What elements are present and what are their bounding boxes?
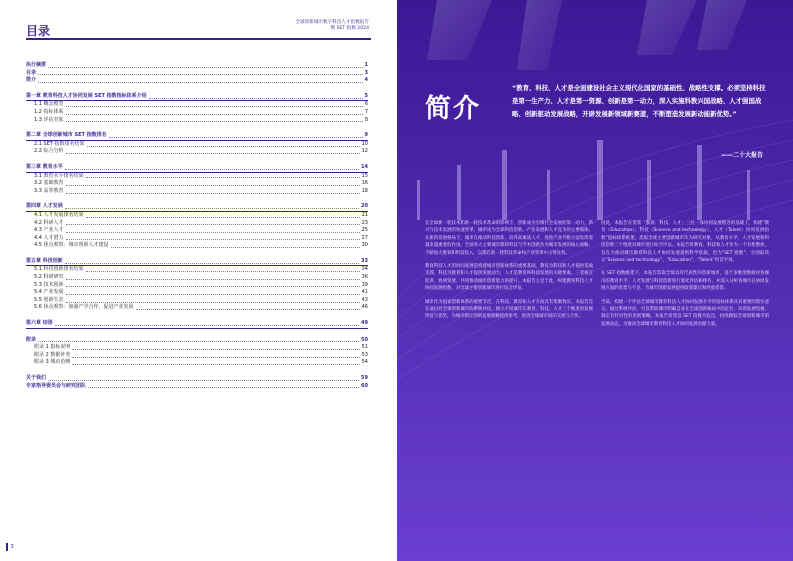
toc-subentry[interactable] — [26, 212, 368, 220]
paragraph: 当前，构建一个评估全球城市教育科技人才协同发展水平的指标体系具有重要的现实意义。通过系统评估，可以帮助城市明确自身在全球创新格局中的定位，识别发展短板，制定有针对性的发展策略。本报告希望以 SET 指数为起点，持续跟踪全球创新城市的发展动态，为推动全球城市教育科技人才协同发展贡献力量。 — [601, 299, 769, 327]
toc-entry-label: 5.2 科研研究 — [34, 274, 64, 281]
toc-entry-label: 第二章 全球创新城市 SET 指数排名 — [26, 132, 107, 139]
toc-leader-dots — [38, 74, 363, 75]
toc-entry-page: 12 — [361, 148, 368, 155]
intro-column-1 — [425, 220, 593, 327]
toc-entry-label: 1.3 评估对象 — [34, 116, 64, 123]
paragraph: 因此，本报告在借鉴「教育、科技、人才」三位一体协同发展理念的基础上，构建“教育（Education）、科技（Science and technology）、人才（Talent）协同发展指数”指标体系框架，选取全球主要创新城市作为研究对象，从教育水平、人才发展和科技创新三个维度对城市进行综合评估。本报告将教育、科技和人才作为一个有机整体，旨在为推动城市教育科技人才协同发展提供科学依据，也为“SET 指数”，分别取英文“Science and technology”、“Education”、“Talent”的首字母。 — [601, 221, 769, 264]
toc-entry-page: 41 — [361, 289, 368, 296]
toc-leader-dots — [66, 302, 360, 303]
toc-entry-page: 54 — [361, 359, 368, 366]
toc-entry-page: 23 — [361, 219, 368, 226]
toc-entry-page: 59 — [361, 375, 368, 381]
page-number-text: 3 — [10, 544, 14, 550]
paragraph: 在 SET 指数框架下，本报告选取全球具有代表性的创新城市，基于多维度数据对各城市的教育水平、人才发展与科技创新进行量化评估和排名，并深入分析各城市在协同发展方面的优势与不足，为城市创新发展提供政策建议和经验借鉴。 — [601, 271, 769, 292]
toc-leader-dots — [55, 325, 359, 326]
toc-title: 目录 — [26, 24, 51, 38]
page-number — [6, 543, 14, 551]
toc-entry-page: 36 — [361, 274, 368, 281]
toc-chapter[interactable] — [26, 320, 368, 329]
toc-subentry[interactable] — [26, 220, 368, 228]
toc-spacer — [26, 329, 368, 337]
toc-entry-label: 3.2 基础教育 — [34, 180, 64, 187]
toc-spacer — [26, 195, 368, 203]
toc-entry-label: 附录 3 城市范畴 — [34, 359, 71, 366]
toc-leader-dots — [66, 294, 360, 295]
toc-leader-dots — [87, 146, 360, 147]
header-divider — [26, 38, 371, 40]
toc-entry-label: 5.3 技术创新 — [34, 281, 64, 288]
toc-entry-page: 49 — [361, 320, 368, 327]
toc-chapter[interactable] — [26, 203, 368, 212]
toc-entry[interactable] — [26, 337, 368, 345]
toc-entry-label: 执行摘要 — [26, 62, 47, 68]
toc-leader-dots — [48, 67, 363, 68]
toc-entry-page: 27 — [361, 234, 368, 241]
toc-entry[interactable] — [26, 375, 368, 383]
toc-leader-dots — [136, 309, 360, 310]
intro-quote: “教育、科技、人才是全面建设社会主义现代化国家的基础性、战略性支撑。必须坚持科技是第一生产力、人才是第一资源、创新是第一动力，深入实施科教兴国战略、人才强国战略、创新驱动发展战略，开辟发展新领域新赛道，不断塑造发展新动能新优势。” — [512, 84, 766, 118]
toc-subentry[interactable] — [26, 289, 368, 297]
toc-entry-label: 5.6 焦点观察：加强产学合作，促进产业发展 — [34, 304, 134, 311]
toc-entry-label: 2.2 综合分析 — [34, 148, 64, 155]
toc-leader-dots — [66, 239, 360, 240]
toc-spacer — [26, 250, 368, 258]
toc-entry-label: 关于我们 — [26, 375, 47, 381]
toc-subentry[interactable] — [26, 266, 368, 274]
toc-entry[interactable] — [26, 70, 368, 78]
toc-entry-label: 附录 1 指标说明 — [34, 344, 71, 351]
toc-entry-page: 15 — [361, 172, 368, 179]
toc-entry-label: 第三章 教育水平 — [26, 163, 63, 170]
toc-leader-dots — [111, 247, 360, 248]
toc-leader-dots — [65, 208, 359, 209]
toc-leader-dots — [38, 82, 363, 83]
toc-entry-label: 4.5 焦点观察：城市创新人才建设 — [34, 242, 109, 249]
toc-entry[interactable] — [26, 383, 368, 391]
toc-chapter[interactable] — [26, 93, 368, 102]
toc-entry-page: 60 — [361, 382, 368, 389]
toc-entry-label: 5.5 创新生态 — [34, 296, 64, 303]
page-number-bar — [6, 543, 8, 551]
toc-entry[interactable] — [26, 77, 368, 85]
toc-entry-label: 4.1 人才发展排名结果 — [34, 211, 84, 218]
toc-entry-label: 3.3 高等教育 — [34, 187, 64, 194]
toc-leader-dots — [66, 153, 360, 154]
toc-entry-page: 20 — [361, 203, 368, 210]
toc-leader-dots — [86, 177, 360, 178]
toc-subentry[interactable] — [26, 117, 368, 125]
paragraph: 在全球新一轮技术和新一轮技术革命的影响下，创新成为引领社会发展的第一动力，新兴与技术发展的快速变革，城市成为全球科技创新、产业发展和人才竞争的主要载体。在新的发展格局下，城市在推动科技创新、培养高素质人才、促进产业升级方面发挥着越来越重要的作用。全球各大主要城市都将科技与学术创新作为城市发展的核心战略，不断加大教育和科技投入，以期在新一轮科技革命和产业变革中占得先机。 — [425, 221, 593, 256]
toc-leader-dots — [149, 98, 363, 99]
toc-spacer — [26, 312, 368, 320]
toc-entry-page: 4 — [364, 77, 368, 84]
toc-subentry[interactable] — [26, 180, 368, 188]
toc-entry[interactable] — [26, 62, 368, 70]
toc-chapter[interactable] — [26, 164, 368, 173]
toc-entry-page: 5 — [364, 92, 368, 99]
toc-entry-page: 8 — [364, 116, 368, 123]
toc-chapter[interactable] — [26, 132, 368, 141]
toc-entry-page: 3 — [364, 69, 368, 76]
toc-entry-page: 9 — [364, 132, 368, 139]
toc-leader-dots — [66, 279, 360, 280]
toc-subentry[interactable] — [26, 304, 368, 312]
toc-leader-dots — [109, 137, 363, 138]
toc-entry-label: 1.2 指标体系 — [34, 108, 64, 115]
toc-entry-label: 附录 — [26, 336, 37, 343]
toc-entry-page: 10 — [361, 140, 368, 147]
toc-entry-label: 4.3 产业人才 — [34, 227, 64, 234]
toc-leader-dots — [72, 364, 359, 365]
toc-entry-page: 7 — [364, 108, 368, 115]
toc-entry-page: 30 — [361, 242, 368, 249]
toc-subentry[interactable] — [26, 242, 368, 250]
toc-subentry[interactable] — [26, 173, 368, 181]
toc-leader-dots — [48, 380, 359, 381]
quote-attribution: ——二十大报告 — [720, 152, 763, 159]
toc-entry-label: 目录 — [26, 69, 37, 76]
toc-subentry[interactable] — [26, 148, 368, 156]
toc-entry-page: 53 — [361, 351, 368, 358]
report-header-line-2: 暨 SET 指数 2024 — [330, 26, 369, 31]
toc-entry-page: 14 — [361, 163, 368, 170]
toc-entry-page: 25 — [361, 227, 368, 234]
toc-subentry[interactable] — [26, 101, 368, 109]
toc-entry-label: 5.1 科技创新排名结果 — [34, 266, 84, 273]
toc-entry-label: 2.1 SET 指数排名结果 — [34, 140, 85, 147]
toc-leader-dots — [66, 232, 360, 233]
report-header-line-1: 全球创新城市数字科技人才指数报告 — [295, 20, 369, 25]
toc-subentry[interactable] — [26, 282, 368, 290]
toc-subentry[interactable] — [26, 141, 368, 149]
toc-entry-label: 专家指导委员会与研究团队 — [26, 382, 87, 389]
toc-leader-dots — [66, 121, 363, 122]
toc-entry-label: 第六章 结语 — [26, 320, 53, 327]
toc-leader-dots — [86, 217, 360, 218]
toc-spacer — [26, 367, 368, 375]
toc-entry-label: 简介 — [26, 77, 37, 84]
toc-entry-label: 4.4 人才潜力 — [34, 234, 64, 241]
toc-leader-dots — [66, 106, 363, 107]
toc-entry-label: 3.1 教育水平排名结果 — [34, 172, 84, 179]
toc-entry-label: 5.4 产业发展 — [34, 289, 64, 296]
toc-leader-dots — [86, 271, 360, 272]
report-header-note — [295, 20, 369, 32]
toc-entry-page: 18 — [361, 187, 368, 194]
toc-leader-dots — [66, 185, 360, 186]
intro-column-2 — [601, 220, 769, 334]
toc-leader-dots — [65, 169, 359, 170]
toc-entry-page: 1 — [364, 62, 368, 68]
toc-entry-page: 51 — [361, 344, 368, 351]
toc-leader-dots — [66, 224, 360, 225]
toc-spacer — [26, 85, 368, 93]
toc-entry-page: 33 — [361, 257, 368, 264]
toc-subentry[interactable] — [26, 188, 368, 196]
toc-leader-dots — [66, 286, 360, 287]
toc-leader-dots — [72, 357, 359, 358]
toc-subentry[interactable] — [26, 227, 368, 235]
toc-leader-dots — [66, 114, 363, 115]
toc-entry-page: 34 — [361, 266, 368, 273]
toc-entry-label: 1.1 概念模型 — [34, 101, 64, 108]
toc-leader-dots — [66, 193, 360, 194]
toc-entry-page: 6 — [364, 101, 368, 108]
toc-entry-page: 39 — [361, 281, 368, 288]
toc-leader-dots — [88, 387, 359, 388]
paragraph: 城市作为国家创新体系的重要节点，在科技、教育和人才方面具有集聚效应。本报告旨在通过对全球创新城市的系统评估，揭示不同城市在教育、科技、人才三个维度的发展特征与优势，为城市制定创新发展战略提供参考，促进全球城市间的交流与合作。 — [425, 299, 593, 320]
toc-entry-page: 50 — [361, 336, 368, 343]
toc-entry-page: 21 — [361, 211, 368, 218]
toc-spacer — [26, 124, 368, 132]
toc-leader-dots — [72, 349, 359, 350]
toc-leader-dots — [65, 263, 359, 264]
toc-subentry[interactable] — [26, 344, 368, 352]
toc-entry-label: 第四章 人才发展 — [26, 203, 63, 210]
toc-spacer — [26, 156, 368, 164]
toc-entry-page: 16 — [361, 180, 368, 187]
toc-subentry[interactable] — [26, 109, 368, 117]
toc-entry-label: 4.2 科研人才 — [34, 219, 64, 226]
toc-subentry[interactable] — [26, 359, 368, 367]
toc-subentry[interactable] — [26, 352, 368, 360]
intro-title: 简介 — [425, 94, 482, 124]
toc-entry-page: 46 — [361, 304, 368, 311]
toc-entry-label: 附录 2 数据补充 — [34, 351, 71, 358]
intro-page — [397, 0, 793, 561]
toc-entry-page: 43 — [361, 296, 368, 303]
toc-leader-dots — [38, 341, 359, 342]
toc-entry-label: 第五章 科技创新 — [26, 257, 63, 264]
toc-list — [26, 62, 368, 390]
toc-subentry[interactable] — [26, 274, 368, 282]
paragraph: 教育科技人才的协同发展是构建城市创新体系的重要基础，教育为科技和人才提供基础支撑，科技为教育和人才提供发展动力，人才是教育和科技发展的关键要素。三者相互促进、协同发展，共同推动城市创新能力的提升。本报告立足于此，构建教育科技人才协同发展指数，对全球主要创新城市进行综合评估。 — [425, 264, 593, 292]
toc-entry-label: 第一章 教育科技人才协同发展 SET 指数指标体系介绍 — [26, 92, 147, 99]
